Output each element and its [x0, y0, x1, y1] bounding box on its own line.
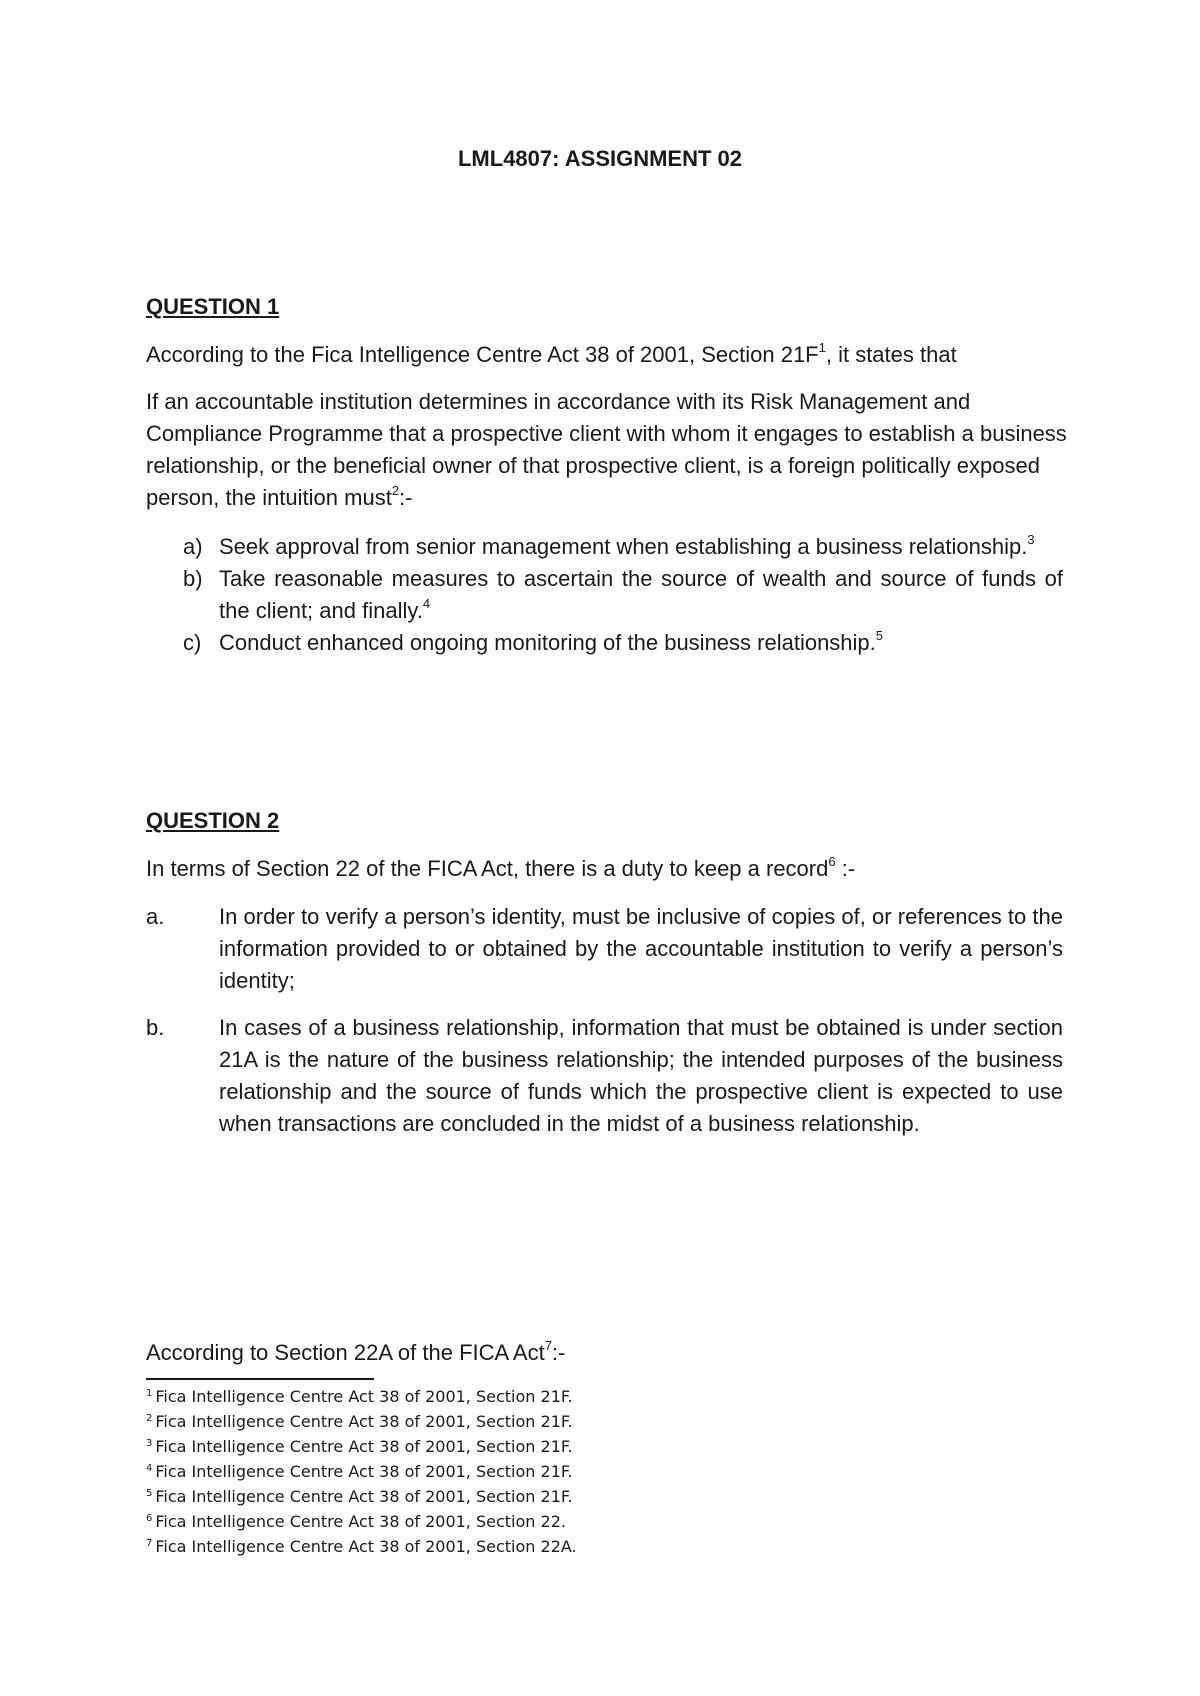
- list-marker: b.: [146, 1015, 165, 1040]
- question-1-body-tail: :-: [399, 485, 413, 510]
- list-marker: b): [183, 566, 203, 591]
- question-2-heading: QUESTION 2: [146, 808, 280, 833]
- footnote-number: 7: [146, 1538, 153, 1549]
- question-1-heading: QUESTION 1: [146, 294, 280, 319]
- footnote-ref-3: 3: [1027, 532, 1035, 547]
- question-2-closing-tail: :-: [551, 1340, 566, 1365]
- question-1-intro-text: According to the Fica Intelligence Centre Act 38 of 2001, Section 21F: [146, 342, 819, 367]
- footnote-text: Fica Intelligence Centre Act 38 of 2001, Section 21F.: [155, 1437, 573, 1456]
- footnote: [146, 1434, 577, 1459]
- footnote-number: 4: [146, 1463, 153, 1474]
- footnote-number: 5: [146, 1488, 153, 1499]
- footnotes-list: [146, 1384, 577, 1559]
- question-2-closing-text: According to Section 22A of the FICA Act: [146, 1340, 545, 1365]
- list-item-text: In cases of a business relationship, information that must be obtained is under section 21A is the nature of the business relationship; the intended purposes of the business relationship and the source of funds which the prospective client is expected to use when transactions are concluded in the midst of a business relationship.: [219, 1015, 1063, 1136]
- question-1-intro: [146, 339, 1066, 371]
- footnote-ref-1: 1: [818, 340, 826, 355]
- footnote-separator: [146, 1378, 374, 1380]
- footnote: [146, 1509, 577, 1534]
- question-2-intro-text: In terms of Section 22 of the FICA Act, there is a duty to keep a record: [146, 856, 829, 881]
- question-1-list: [183, 531, 1063, 659]
- footnote: [146, 1534, 577, 1559]
- footnote-number: 6: [146, 1513, 153, 1524]
- list-item-text: [219, 531, 1063, 563]
- footnote-text: Fica Intelligence Centre Act 38 of 2001, Section 22A.: [155, 1537, 577, 1556]
- list-item: [183, 563, 1063, 627]
- document-title: LML4807: ASSIGNMENT 02: [457, 146, 743, 171]
- footnote-ref-5: 5: [875, 628, 884, 643]
- list-item-text: In order to verify a person’s identity, must be inclusive of copies of, or references to the information provided to or obtained by the accountable institution to verify a person’s identity;: [219, 904, 1063, 993]
- footnote-text: Fica Intelligence Centre Act 38 of 2001, Section 21F.: [155, 1487, 573, 1506]
- footnote-ref-7: 7: [544, 1338, 552, 1353]
- list-item-body: Seek approval from senior management when establishing a business relationship.: [219, 534, 1028, 559]
- list-item-text: [219, 563, 1063, 627]
- list-item: [183, 627, 1063, 659]
- question-1-body-text: If an accountable institution determines in accordance with its Risk Management and Compliance Programme that a prospective client with whom it engages to establish a business relationship, or the beneficial owner of that prospective client, is a foreign politically exposed person, the intuition must: [146, 389, 1067, 510]
- list-item-body: Conduct enhanced ongoing monitoring of the business relationship.: [219, 630, 876, 655]
- question-2-list: [146, 901, 1063, 1140]
- question-2-closing: [146, 1337, 1066, 1369]
- footnote: [146, 1484, 577, 1509]
- footnote-text: Fica Intelligence Centre Act 38 of 2001, Section 21F.: [155, 1412, 573, 1431]
- question-1-intro-tail: , it states that: [825, 342, 957, 367]
- question-2-intro-tail: :-: [835, 856, 856, 881]
- footnote-text: Fica Intelligence Centre Act 38 of 2001, Section 21F.: [155, 1387, 573, 1406]
- list-item: [183, 531, 1063, 563]
- footnote-text: Fica Intelligence Centre Act 38 of 2001, Section 21F.: [155, 1462, 573, 1481]
- question-2-intro: [146, 853, 1066, 885]
- footnote: [146, 1409, 577, 1434]
- list-item-body: Take reasonable measures to ascertain the source of wealth and source of funds of the client; and finally.: [219, 566, 1063, 623]
- list-marker: a): [183, 534, 203, 559]
- footnote-number: 1: [146, 1388, 153, 1399]
- footnote-number: 3: [146, 1438, 153, 1449]
- footnote-number: 2: [146, 1413, 153, 1424]
- footnote: [146, 1384, 577, 1409]
- list-item-text: [219, 627, 1063, 659]
- question-1-body: [146, 386, 1071, 514]
- list-marker: a.: [146, 904, 165, 929]
- list-marker: c): [183, 630, 202, 655]
- footnote: [146, 1459, 577, 1484]
- footnote-ref-6: 6: [828, 854, 836, 869]
- list-item: [146, 1012, 1063, 1140]
- list-item: [146, 901, 1063, 997]
- footnote-ref-2: 2: [391, 483, 400, 498]
- footnote-ref-4: 4: [422, 596, 431, 611]
- footnote-text: Fica Intelligence Centre Act 38 of 2001, Section 22.: [155, 1512, 566, 1531]
